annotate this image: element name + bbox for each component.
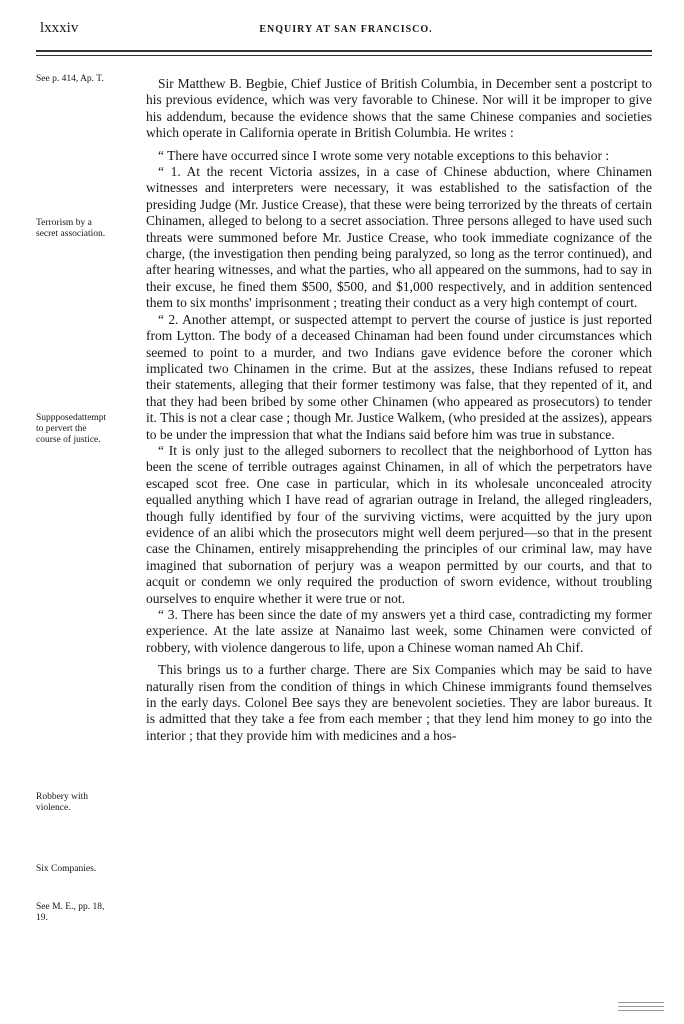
margin-notes — [36, 60, 140, 1000]
paragraph-victoria-assizes: “ 1. At the recent Victoria assizes, in a case of Chinese abduction, where Chinamen witnesses and interpreters were necessary, it was established to the satisfaction of the presiding Judge (Mr. Justice Crease), that these were being terrorized by the threats of certain Chinamen, alleged to belong to a secret association. Three persons alleged to have used such threats were summoned before Mr. Justice Crease, who took immediate cognizance of the charge, (the investigation then pending being paralyzed, so long as the terror continued), and after hearing witnesses, and what the parties, who all appeared on the summons, had to say in their excuse, he fined them $500, $500, and $1,000 respectively, and in addition sentenced them to six months' imprisonment ; treating their conduct as a very high contempt of court. — [146, 164, 652, 311]
paragraph-quote-opening: “ There have occurred since I wrote some very notable exceptions to this behavior : — [158, 147, 610, 163]
paragraph-lytton-attempt: “ 2. Another attempt, or suspected attempt to pervert the course of justice is just reported from Lytton. The body of a deceased Chinaman had been found under circumstances which seemed to point to a murder, and two Indians gave evidence before the coroner which implicated two Chinamen in the crime. But at the assizes, these Indians refused to repeat their statements, alleging that their former testimony was false, that they repented of it, and that they had been bribed by some other Chinamen (who appeared as prosecutors) to tender it. This is not a clear case ; though Mr. Justice Walkem, (who presided at the assizes), appears to be under the impression that what the Indians said before him was true in substance. — [146, 311, 652, 442]
running-title: ENQUIRY AT SAN FRANCISCO. — [259, 24, 433, 35]
paragraph-six-companies: This brings us to a further charge. There are Six Companies which may be said to have naturally risen from the condition of things in which Chinese immigrants found themselves in the early days. Colonel Bee says they are benevolent societies. They are labor bureaus. It is admitted that they take a fee from each member ; that they lend him money to go into the interior ; that they provide him with medicines and a hos- — [146, 662, 652, 743]
margin-note-pervert-justice: Suppposedattempt to pervert the course of justice. — [36, 413, 107, 445]
header-rule-thin — [36, 55, 652, 56]
page-number: lxxxiv — [40, 20, 79, 36]
margin-note-see-me: See M. E., pp. 18, 19. — [36, 902, 105, 923]
page-header — [40, 20, 652, 42]
body-text — [146, 76, 652, 744]
paragraph-lytton-outrages: “ It is only just to the alleged suborners to recollect that the neighborhood of Lytton has been the scene of terrible outrages against Chinamen, in all of which the perpetrators have escaped scot free. One case in particular, which in its wholesale unconcealed atrocity equalled anything which I have read of agrarian outrage in Ireland, the alleged ringleaders, though fully identified by four of the surviving victims, were acquitted by the jury upon evidence of an alibi which the prosecutors might well deem perjured—so that in the present case the Chinamen, entirely misapprehending the principles of our criminal law, may have imagined that subornation of perjury was a weapon permitted by our courts, and that to acquit or condemn we only required the production of sworn evidence, without troubling ourselves to enquire whether it were true or not. — [146, 442, 652, 606]
margin-note-reference: See p. 414, Ap. T. — [36, 74, 104, 84]
header-rule-thick — [36, 50, 652, 52]
margin-note-robbery: Robbery with violence. — [36, 792, 88, 813]
paragraph-begbie-intro: Sir Matthew B. Begbie, Chief Justice of British Columbia, in December sent a postcript to his previous evidence, which was very favorable to Chinese. Nor will it be improper to give his addendum, because the evidence shows that the same Chinese companies and societies which operate in California operate in British Columbia. He writes : — [146, 76, 652, 141]
margin-note-six-companies: Six Companies. — [36, 864, 97, 874]
margin-note-terrorism: Terrorism by a secret association. — [36, 218, 106, 239]
corner-mark — [618, 1002, 664, 1014]
paragraph-nanaimo-robbery: “ 3. There has been since the date of my answers yet a third case, contradicting my former experience. At the late assize at Nanaimo last week, some Chinamen were convicted of robbery, with violence dangerous to life, upon a Chinese woman named Ah Chif. — [146, 607, 652, 655]
